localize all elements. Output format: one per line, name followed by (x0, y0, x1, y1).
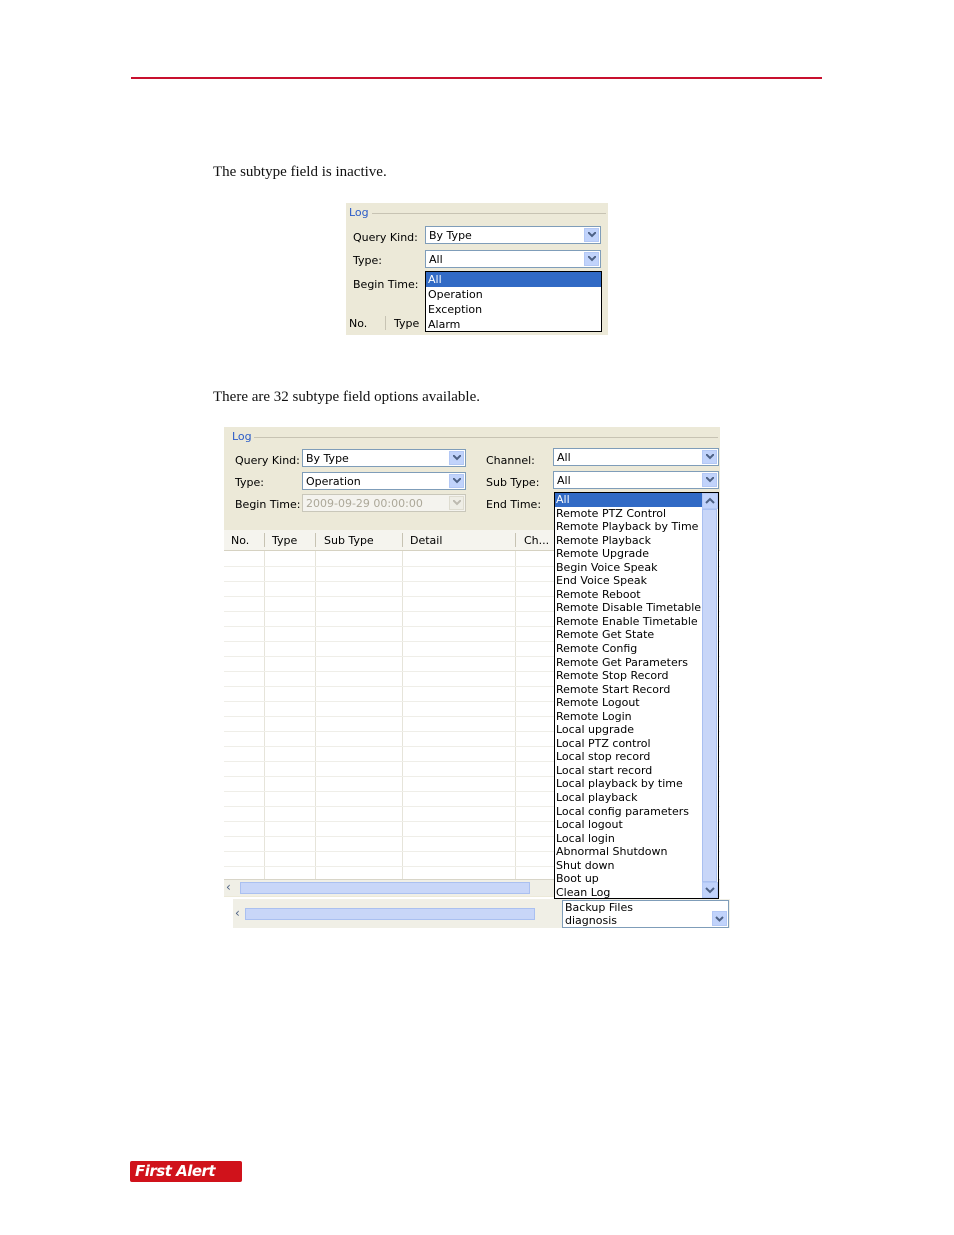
chevron-left-icon[interactable]: ‹ (235, 906, 240, 920)
list-item[interactable]: Operation (428, 288, 483, 301)
begin-time-label: Begin Time: (353, 278, 419, 291)
list-item[interactable]: Remote PTZ Control (556, 506, 667, 520)
list-item[interactable]: Shut down (556, 858, 615, 872)
query-kind-select[interactable]: By Type (302, 449, 466, 467)
list-item[interactable]: Alarm (428, 318, 461, 331)
list-item[interactable]: Remote Login (556, 709, 632, 723)
chevron-down-icon[interactable] (584, 228, 599, 242)
chevron-left-icon[interactable]: ‹ (226, 880, 231, 894)
end-time-label: End Time: (486, 498, 542, 511)
list-item[interactable]: Remote Config (556, 642, 638, 656)
vertical-scrollbar[interactable] (702, 493, 718, 898)
chevron-down-icon[interactable] (584, 252, 599, 266)
type-label: Type: (353, 254, 382, 267)
list-item[interactable]: Remote Playback by Time (556, 520, 699, 534)
type-label: Type: (235, 476, 264, 489)
query-kind-label: Query Kind: (235, 454, 300, 467)
list-item[interactable]: Remote Get State (556, 628, 655, 642)
list-item[interactable]: Remote Upgrade (556, 547, 649, 561)
begin-time-picker: 2009-09-29 00:00:00 (302, 494, 466, 512)
list-item[interactable]: End Voice Speak (556, 574, 648, 588)
list-item[interactable]: Local upgrade (556, 723, 634, 737)
list-item[interactable]: Remote Enable Timetable (556, 614, 698, 628)
list-item[interactable]: Remote Logout (556, 696, 640, 710)
column-type[interactable]: Type (394, 317, 420, 330)
list-item[interactable]: diagnosis (565, 914, 617, 927)
chevron-down-icon (449, 496, 464, 510)
log-panel-large (224, 427, 720, 897)
column-sub-type[interactable]: Sub Type (324, 534, 374, 547)
list-item[interactable]: Local start record (556, 763, 653, 777)
extra-options-list (562, 900, 729, 928)
list-item[interactable]: Remote Start Record (556, 682, 671, 696)
list-item[interactable]: Remote Disable Timetable (556, 601, 702, 615)
column-channel[interactable]: Ch... (524, 534, 550, 547)
list-item[interactable]: Exception (428, 303, 483, 316)
chevron-down-icon[interactable] (702, 473, 717, 487)
list-item[interactable]: Remote Get Parameters (556, 655, 688, 669)
list-item[interactable]: Backup Files (565, 901, 633, 914)
column-detail[interactable]: Detail (410, 534, 443, 547)
list-item[interactable]: Local login (556, 831, 615, 845)
type-select[interactable]: Operation (302, 472, 466, 490)
chevron-down-icon[interactable] (702, 882, 718, 898)
chevron-down-icon[interactable] (449, 474, 464, 488)
extra-options-strip (233, 899, 730, 928)
list-item[interactable]: Local logout (556, 818, 623, 832)
list-item[interactable]: Remote Stop Record (556, 669, 669, 683)
column-no[interactable]: No. (231, 534, 250, 547)
type-dropdown-list (425, 271, 602, 332)
begin-time-label: Begin Time: (235, 498, 301, 511)
list-item[interactable]: Local PTZ control (556, 736, 651, 750)
first-alert-logo: First Alert (130, 1161, 242, 1182)
type-select[interactable]: All (425, 250, 601, 268)
log-panel-small (346, 203, 608, 335)
paragraph-subtype-count: There are 32 subtype field options available. (213, 389, 480, 405)
chevron-down-icon[interactable] (449, 451, 464, 465)
list-item[interactable]: Abnormal Shutdown (556, 845, 668, 859)
list-item[interactable]: Local playback by time (556, 777, 683, 791)
log-legend: Log (349, 206, 369, 219)
chevron-up-icon[interactable] (702, 493, 718, 509)
query-kind-label: Query Kind: (353, 231, 418, 244)
chevron-down-icon[interactable] (712, 911, 727, 926)
header-rule (131, 77, 822, 79)
sub-type-label: Sub Type: (486, 476, 540, 489)
list-item[interactable]: Boot up (556, 872, 599, 886)
log-legend: Log (232, 430, 252, 443)
list-item[interactable]: All (426, 272, 601, 287)
query-kind-select[interactable]: By Type (425, 226, 601, 244)
sub-type-select[interactable]: All (553, 471, 719, 489)
list-item[interactable]: All (555, 493, 702, 507)
sub-type-dropdown-list (554, 492, 719, 899)
paragraph-subtype-inactive: The subtype field is inactive. (213, 164, 387, 180)
list-item[interactable]: Remote Reboot (556, 587, 641, 601)
column-type[interactable]: Type (272, 534, 298, 547)
list-item[interactable]: Begin Voice Speak (556, 560, 658, 574)
channel-select[interactable]: All (553, 448, 719, 466)
column-no[interactable]: No. (349, 317, 368, 330)
chevron-down-icon[interactable] (702, 450, 717, 464)
list-item[interactable]: Local playback (556, 791, 638, 805)
list-item[interactable]: Remote Playback (556, 533, 652, 547)
channel-label: Channel: (486, 454, 535, 467)
horizontal-scrollbar[interactable] (233, 906, 563, 922)
list-item[interactable]: Local stop record (556, 750, 651, 764)
list-item[interactable]: Local config parameters (556, 804, 689, 818)
list-item[interactable]: Clean Log (556, 885, 611, 899)
